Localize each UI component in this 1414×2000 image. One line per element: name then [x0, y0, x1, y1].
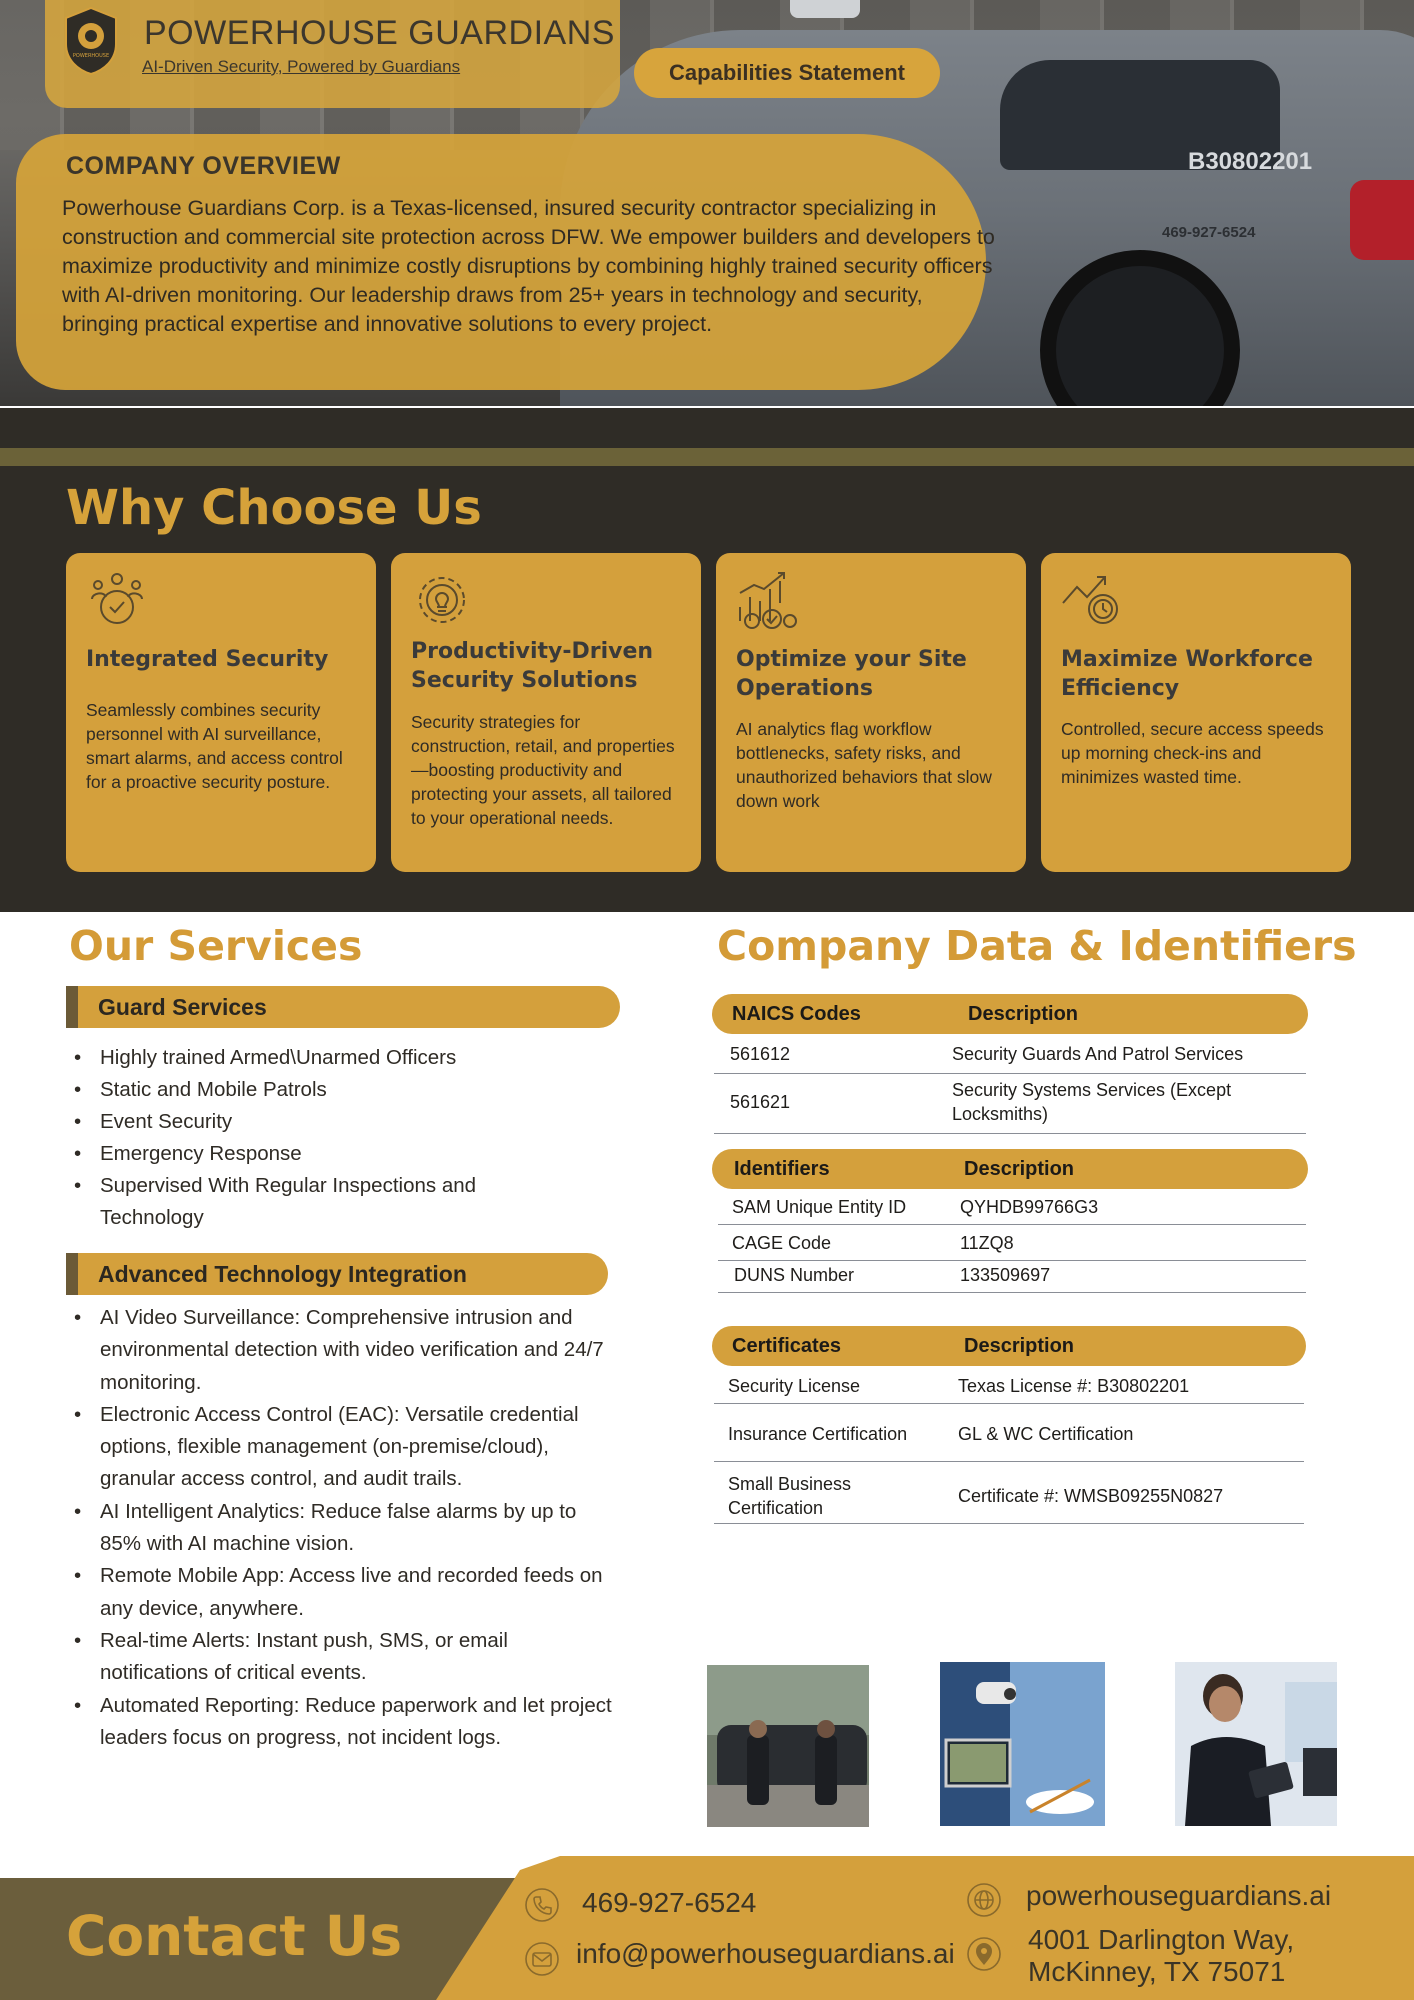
table-row [714, 1034, 1306, 1074]
naics-table [712, 994, 1308, 1134]
growth-arrow-gear-icon [1059, 567, 1125, 633]
list-item: • Remote Mobile App: Access live and recorded feeds on any device, anywhere. [68, 1560, 618, 1625]
capabilities-statement-badge: Capabilities Statement [634, 48, 940, 98]
column-header: Certificates [732, 1335, 841, 1357]
table-cell: Small Business Certification [728, 1474, 852, 1518]
company-data-title: Company Data & Identifiers [717, 922, 1357, 970]
feature-card-productivity [391, 553, 701, 872]
car-phone: 469-927-6524 [1162, 224, 1256, 241]
list-item: • Automated Reporting: Reduce paperwork and let project leaders focus on progress, not incident logs. [68, 1690, 618, 1755]
table-cell: DUNS Number [734, 1265, 855, 1285]
table-cell: QYHDB99766G3 [960, 1197, 1099, 1217]
table-cell: 11ZQ8 [960, 1233, 1014, 1253]
table-row [714, 1074, 1306, 1134]
table-row [718, 1189, 1306, 1225]
chart-gears-icon [734, 567, 800, 633]
list-item: • AI Intelligent Analytics: Reduce false alarms by up to 85% with AI machine vision. [68, 1496, 618, 1561]
card-title: Maximize Workforce Efficiency [1061, 647, 1313, 701]
list-item: • AI Video Surveillance: Comprehensive intrusion and environmental detection with video verification and 24/7 monitoring. [68, 1302, 618, 1399]
table-cell: Texas License #: B30802201 [958, 1376, 1190, 1396]
card-body: Security strategies for construction, retail, and properties—boosting productivity and protecting your assets, all tailored to your operational needs. [411, 712, 675, 828]
list-item: • Event Security [68, 1106, 568, 1138]
tail-light [1350, 180, 1414, 260]
card-title: Integrated Security [86, 647, 329, 672]
card-title: Productivity-Driven Security Solutions [411, 639, 654, 693]
table-cell: 561612 [730, 1044, 791, 1064]
list-item: • Emergency Response [68, 1138, 568, 1170]
column-header: Description [968, 1003, 1079, 1025]
table-row [714, 1462, 1304, 1524]
list-item: • Supervised With Regular Inspections and Technology [68, 1170, 568, 1234]
list-item: • Electronic Access Control (EAC): Versatile credential options, flexible management (on-premise/cloud), granular access control, and audit trails. [68, 1399, 618, 1496]
guards-with-patrol-car-photo [707, 1665, 869, 1827]
list-item: • Static and Mobile Patrols [68, 1074, 568, 1106]
email-icon [524, 1941, 560, 1977]
brand-tagline[interactable]: AI-Driven Security, Powered by Guardians [142, 57, 461, 76]
hero-photo [0, 0, 1414, 406]
guard-services-list [68, 1042, 568, 1234]
table-cell: Security License [728, 1376, 861, 1396]
contact-email[interactable]: info@powerhouseguardians.ai [576, 1938, 955, 1969]
table-header [712, 1326, 1306, 1366]
address-line-2: McKinney, TX 75071 [1028, 1956, 1286, 1987]
camera-on-building-photo [940, 1662, 1105, 1826]
certificates-table [712, 1326, 1306, 1524]
contact-phone[interactable]: 469-927-6524 [582, 1887, 757, 1918]
feature-card-integrated-security [66, 553, 376, 872]
feature-card-site-operations [716, 553, 1026, 872]
table-cell: Certificate #: WMSB09255N0827 [958, 1486, 1224, 1506]
globe-icon [966, 1882, 1002, 1918]
column-header: Description [964, 1158, 1075, 1180]
table-cell: Security Guards And Patrol Services [952, 1044, 1244, 1064]
advanced-technology-heading: Advanced Technology Integration [66, 1253, 608, 1295]
column-header: NAICS Codes [732, 1003, 861, 1025]
company-overview-panel [16, 134, 995, 390]
officer-with-tablet-photo [1175, 1662, 1337, 1826]
table-row [718, 1261, 1306, 1293]
table-cell: Insurance Certification [728, 1424, 908, 1444]
feature-card-workforce-efficiency [1041, 553, 1351, 872]
identifiers-table [712, 1149, 1308, 1293]
table-header [712, 1149, 1308, 1189]
location-pin-icon [966, 1936, 1002, 1972]
table-row [714, 1366, 1304, 1404]
address-line-1: 4001 Darlington Way, [1028, 1924, 1295, 1955]
contact-address [1028, 1924, 1294, 1988]
table-header [712, 994, 1308, 1034]
phone-icon [524, 1887, 560, 1923]
card-body: Seamlessly combines security personnel with AI surveillance, smart alarms, and access control for a proactive security posture. [86, 700, 343, 792]
team-gear-check-icon [84, 567, 150, 633]
advanced-technology-list [68, 1302, 618, 1754]
olive-band [0, 448, 1414, 466]
company-overview-title: COMPANY OVERVIEW [66, 152, 341, 180]
gear-lightbulb-icon [409, 567, 475, 633]
card-body: AI analytics flag workflow bottlenecks, safety risks, and unauthorized behaviors that slow down work [736, 719, 992, 811]
list-item: • Real-time Alerts: Instant push, SMS, or email notifications of critical events. [68, 1625, 618, 1690]
column-header: Description [964, 1335, 1075, 1357]
table-cell: 133509697 [960, 1265, 1051, 1285]
table-cell: CAGE Code [732, 1233, 832, 1253]
card-body: Controlled, secure access speeds up morning check-ins and minimizes wasted time. [1061, 719, 1324, 787]
why-choose-us-section [0, 408, 1414, 912]
table-row [718, 1225, 1306, 1261]
table-cell: Security Systems Services (Except Locksmiths) [952, 1080, 1232, 1124]
why-choose-us-title: Why Choose Us [66, 480, 482, 536]
contact-website[interactable]: powerhouseguardians.ai [1026, 1880, 1332, 1911]
shield-logo-icon [62, 6, 120, 76]
table-row [714, 1404, 1304, 1462]
list-item: • Highly trained Armed\Unarmed Officers [68, 1042, 568, 1074]
table-cell: GL & WC Certification [958, 1424, 1134, 1444]
guard-services-heading: Guard Services [66, 986, 620, 1028]
table-cell: SAM Unique Entity ID [732, 1197, 907, 1217]
company-overview-body: Powerhouse Guardians Corp. is a Texas-licensed, insured security contractor specializing in construction and commercial site protection across DFW. We empower builders and developers to maximize productivity and minimize costly disruptions by combining highly trained security officers with AI-driven monitoring. Our leadership draws from 25+ years in technology and security, bringing practical expertise and innovative solutions to every project. [62, 196, 995, 336]
car-unit-id: B30802201 [1188, 148, 1313, 175]
brand-name: POWERHOUSE GUARDIANS [144, 14, 615, 52]
table-cell: 561621 [730, 1092, 791, 1112]
card-title: Optimize your Site Operations [736, 647, 967, 701]
column-header: Identifiers [734, 1158, 830, 1180]
light-bar [790, 0, 860, 18]
our-services-title: Our Services [69, 922, 363, 970]
svg-text:POWERHOUSE: POWERHOUSE [72, 53, 110, 59]
contact-us-title: Contact Us [66, 1904, 403, 1968]
